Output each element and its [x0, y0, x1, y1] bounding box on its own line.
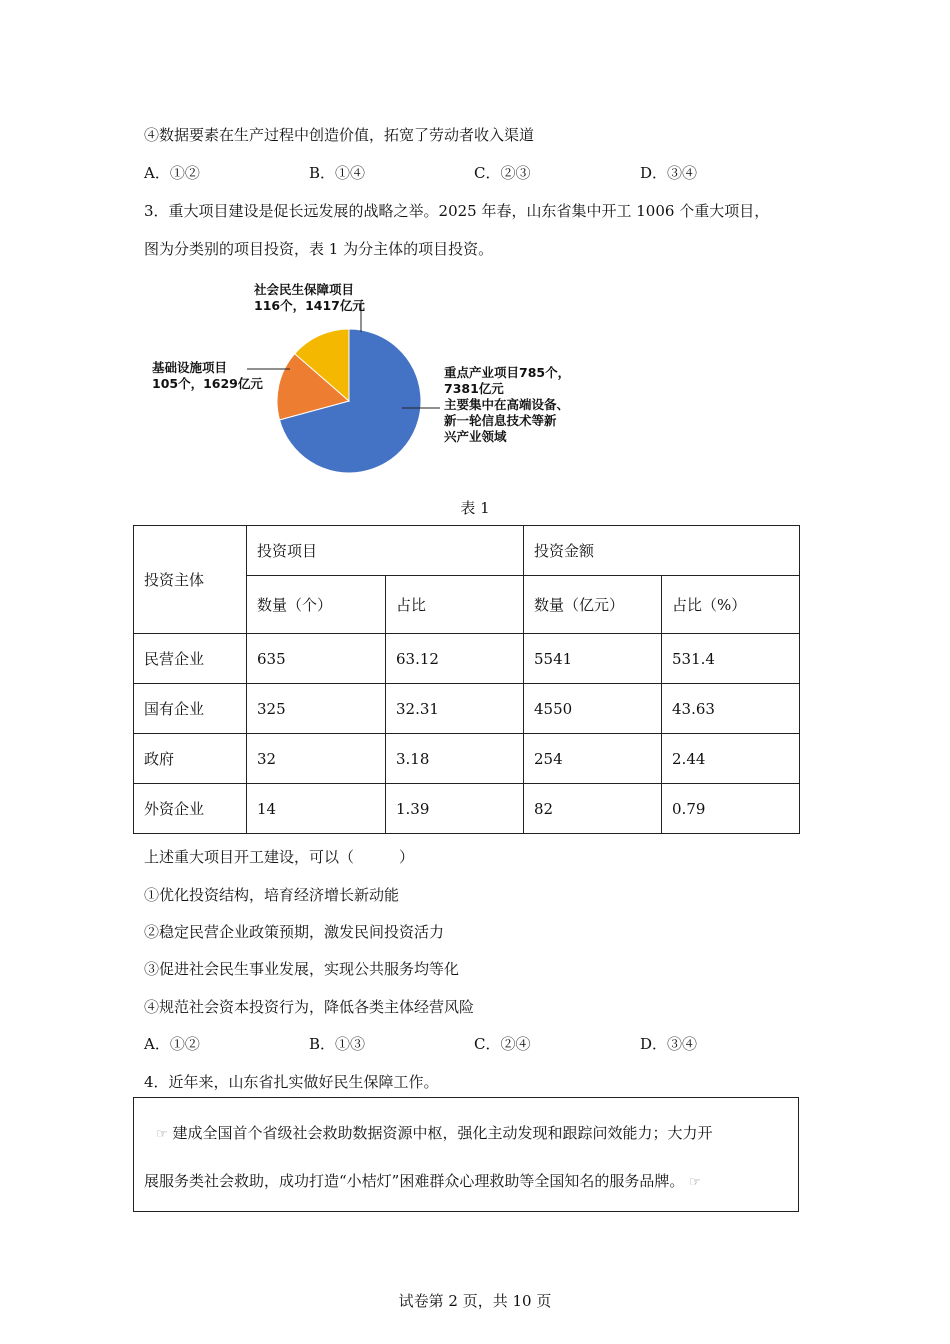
subheader-amount: 数量（亿元） [524, 576, 662, 634]
cell-ratio-pct: 0.79 [662, 784, 800, 834]
cell-subject: 民营企业 [134, 634, 247, 684]
q3-item-4: ④规范社会资本投资行为，降低各类主体经营风险 [144, 998, 475, 1016]
q3-options [144, 1033, 804, 1055]
annotation-industry-line5: 兴产业领域 [444, 429, 507, 444]
investment-pie-chart [144, 270, 644, 485]
annotation-infra [152, 360, 263, 392]
cell-ratio: 1.39 [386, 784, 524, 834]
q2-options [144, 162, 804, 184]
q3-option-a: A．①② [144, 1035, 200, 1053]
annotation-social-value: 116个，1417亿元 [254, 298, 365, 313]
annotation-infra-name: 基础设施项目 [152, 360, 228, 375]
cell-subject: 国有企业 [134, 684, 247, 734]
annotation-industry-line2: 7381亿元 [444, 381, 504, 396]
table-header-row [134, 526, 800, 576]
q4-stem: 4．近年来，山东省扎实做好民生保障工作。 [144, 1073, 439, 1091]
cell-amount: 82 [524, 784, 662, 834]
q3-ask: 上述重大项目开工建设，可以（ ） [144, 848, 415, 866]
cell-ratio: 32.31 [386, 684, 524, 734]
header-amount: 投资金额 [524, 526, 800, 576]
annotation-industry [444, 365, 570, 445]
q3-item-1: ①优化投资结构，培育经济增长新动能 [144, 886, 400, 904]
q2-option-d: D．③④ [640, 164, 698, 182]
annotation-industry-line3: 主要集中在高端设备、 [444, 397, 570, 412]
cell-subject: 外资企业 [134, 784, 247, 834]
cell-count: 635 [247, 634, 386, 684]
cell-subject: 政府 [134, 734, 247, 784]
pointing-hand-icon: ☞ [156, 1127, 168, 1142]
cell-ratio: 3.18 [386, 734, 524, 784]
q2-option-c: C．②③ [474, 164, 531, 182]
q3-stem-line1: 3．重大项目建设是促长远发展的战略之举。2025 年春，山东省集中开工 1006 个重大项目， [144, 202, 770, 220]
annotation-infra-value: 105个，1629亿元 [152, 376, 263, 391]
annotation-social-name: 社会民生保障项目 [254, 282, 355, 297]
cell-amount: 254 [524, 734, 662, 784]
q4-material-box [133, 1097, 799, 1212]
annotation-social [254, 282, 365, 314]
subheader-ratio: 占比 [386, 576, 524, 634]
table-row [134, 784, 800, 834]
cell-ratio-pct: 43.63 [662, 684, 800, 734]
subheader-count: 数量（个） [247, 576, 386, 634]
investment-table [133, 525, 800, 834]
cell-count: 325 [247, 684, 386, 734]
cell-ratio-pct: 531.4 [662, 634, 800, 684]
header-subject: 投资主体 [134, 526, 247, 634]
table-caption: 表 1 [460, 499, 490, 517]
header-projects: 投资项目 [247, 526, 524, 576]
cell-count: 14 [247, 784, 386, 834]
annotation-industry-line1: 重点产业项目785个， [444, 365, 571, 380]
cell-ratio: 63.12 [386, 634, 524, 684]
q3-option-c: C．②④ [474, 1035, 531, 1053]
q3-option-d: D．③④ [640, 1035, 698, 1053]
cell-amount: 5541 [524, 634, 662, 684]
table-row [134, 734, 800, 784]
pointing-hand-icon: ☞ [689, 1175, 701, 1190]
q3-item-3: ③促进社会民生事业发展，实现公共服务均等化 [144, 960, 460, 978]
cell-ratio-pct: 2.44 [662, 734, 800, 784]
material-line-2-text: 展服务类社会救助，成功打造“小桔灯”困难群众心理救助等全国知名的服务品牌。 [144, 1172, 685, 1190]
q3-stem-line2: 图为分类别的项目投资，表 1 为分主体的项目投资。 [144, 240, 494, 258]
q3-item-2: ②稳定民营企业政策预期，激发民间投资活力 [144, 923, 445, 941]
material-line-1-text: 建成全国首个省级社会救助数据资源中枢，强化主动发现和跟踪问效能力；大力开 [172, 1124, 713, 1142]
table-row [134, 684, 800, 734]
material-line-2 [144, 1170, 701, 1191]
q2-option-a: A．①② [144, 164, 200, 182]
table-row [134, 634, 800, 684]
q2-item-4: ④数据要素在生产过程中创造价值，拓宽了劳动者收入渠道 [144, 126, 535, 144]
q3-option-b: B．①③ [309, 1035, 366, 1053]
cell-count: 32 [247, 734, 386, 784]
material-line-1 [156, 1122, 712, 1143]
annotation-industry-line4: 新一轮信息技术等新 [444, 413, 557, 428]
subheader-ratio-pct: 占比（%） [662, 576, 800, 634]
page-footer: 试卷第 2 页，共 10 页 [398, 1292, 552, 1310]
cell-amount: 4550 [524, 684, 662, 734]
q2-option-b: B．①④ [309, 164, 366, 182]
